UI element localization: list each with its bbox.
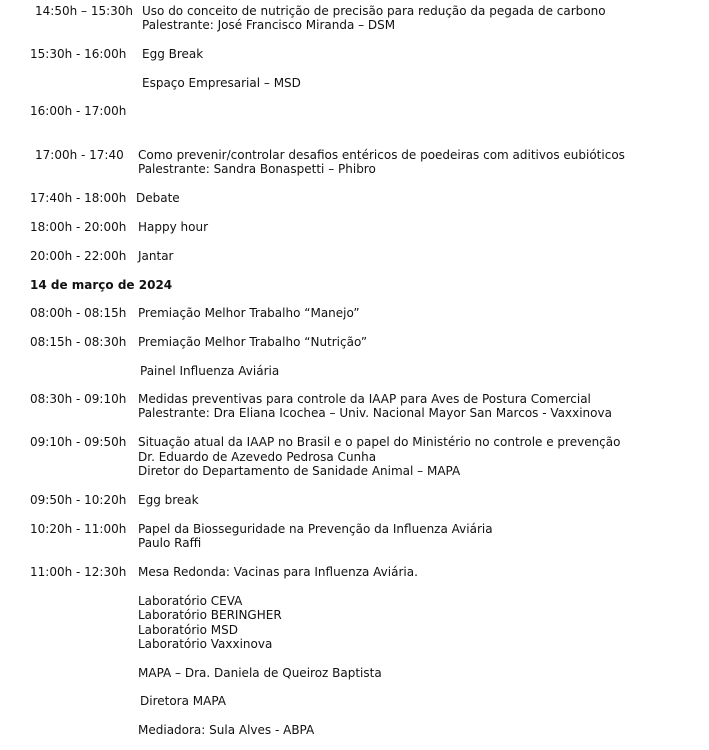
- participant-item: Laboratório BERINGHER: [138, 608, 282, 622]
- session-speaker: Paulo Raffi: [138, 536, 202, 550]
- session-title: Situação atual da IAAP no Brasil e o papel do Ministério no controle e prevenção: [138, 435, 621, 449]
- session-speaker-role: Diretor do Departamento de Sanidade Animal – MAPA: [138, 464, 461, 478]
- session-title: Como prevenir/controlar desafios entéricos de poedeiras com aditivos eubióticos: [138, 148, 625, 162]
- session-title: Jantar: [138, 249, 174, 263]
- day-heading: 14 de março de 2024: [30, 278, 173, 292]
- session-time: 09:50h - 10:20h: [30, 493, 127, 507]
- panel-title: Painel Influenza Aviária: [140, 364, 280, 378]
- session-title: Mesa Redonda: Vacinas para Influenza Aviária.: [138, 565, 418, 579]
- session-time: 08:00h - 08:15h: [30, 306, 127, 320]
- government-participant: MAPA – Dra. Daniela de Queiroz Baptista: [138, 666, 382, 680]
- session-title: Medidas preventivas para controle da IAAP para Aves de Postura Comercial: [138, 392, 591, 406]
- session-title: Uso do conceito de nutrição de precisão para redução da pegada de carbono: [142, 4, 606, 18]
- session-time: 20:00h - 22:00h: [30, 249, 127, 263]
- session-note: Espaço Empresarial – MSD: [142, 76, 301, 90]
- government-role: Diretora MAPA: [140, 694, 227, 708]
- session-title: Egg Break: [142, 47, 204, 61]
- session-time: 14:50h – 15:30h: [35, 4, 134, 18]
- moderator: Mediadora: Sula Alves - ABPA: [138, 723, 315, 737]
- session-time: 11:00h - 12:30h: [30, 565, 127, 579]
- session-speaker: Palestrante: José Francisco Miranda – DSM: [142, 18, 396, 32]
- session-title: Egg break: [138, 493, 199, 507]
- session-title: Happy hour: [138, 220, 209, 234]
- session-title: Premiação Melhor Trabalho “Manejo”: [138, 306, 360, 320]
- session-speaker: Palestrante: Sandra Bonaspetti – Phibro: [138, 162, 376, 176]
- session-time: 18:00h - 20:00h: [30, 220, 127, 234]
- session-time: 10:20h - 11:00h: [30, 522, 127, 536]
- session-title: Papel da Biosseguridade na Prevenção da Influenza Aviária: [138, 522, 493, 536]
- participant-item: Laboratório MSD: [138, 623, 238, 637]
- session-time: 16:00h - 17:00h: [30, 104, 127, 118]
- session-time: 08:30h - 09:10h: [30, 392, 127, 406]
- participant-item: Laboratório Vaxxinova: [138, 637, 273, 651]
- session-title: Premiação Melhor Trabalho “Nutrição”: [138, 335, 368, 349]
- session-time: 09:10h - 09:50h: [30, 435, 127, 449]
- session-title: Debate: [136, 191, 180, 205]
- participant-item: Laboratório CEVA: [138, 594, 243, 608]
- session-speaker: Dr. Eduardo de Azevedo Pedrosa Cunha: [138, 450, 377, 464]
- session-time: 17:40h - 18:00h: [30, 191, 127, 205]
- session-time: 08:15h - 08:30h: [30, 335, 127, 349]
- session-speaker: Palestrante: Dra Eliana Icochea – Univ. Nacional Mayor San Marcos - Vaxxinova: [138, 406, 612, 420]
- session-time: 17:00h - 17:40: [35, 148, 124, 162]
- session-time: 15:30h - 16:00h: [30, 47, 127, 61]
